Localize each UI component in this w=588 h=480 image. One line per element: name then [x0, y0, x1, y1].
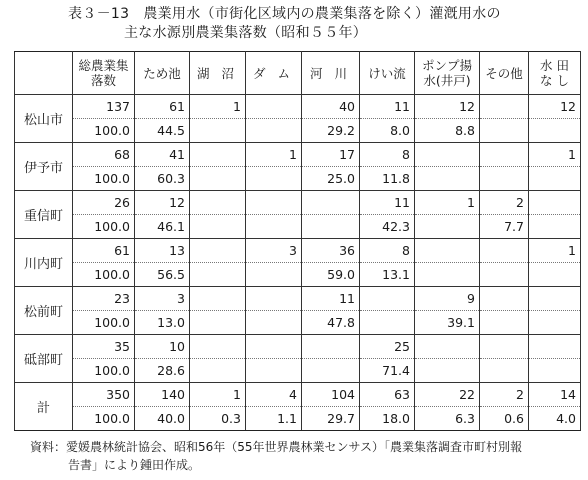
title-line-2: 主な水源別農業集落数（昭和５５年）: [124, 25, 368, 41]
count-cell: 17: [302, 143, 360, 167]
count-cell: 1: [246, 143, 302, 167]
percent-cell: [415, 167, 480, 191]
percent-cell: [246, 167, 302, 191]
percent-cell: 13.0: [135, 311, 190, 335]
percent-cell: 100.0: [73, 263, 135, 287]
count-cell: 22: [415, 383, 480, 407]
percent-cell: 100.0: [73, 167, 135, 191]
count-cell: [246, 287, 302, 311]
table-title: [68, 5, 508, 43]
table-row-percent: [15, 359, 581, 383]
percent-cell: 18.0: [360, 407, 415, 431]
count-cell: 35: [73, 335, 135, 359]
count-cell: 1: [529, 143, 581, 167]
count-cell: 3: [135, 287, 190, 311]
percent-cell: 13.1: [360, 263, 415, 287]
percent-cell: [529, 215, 581, 239]
table-row-count: [15, 239, 581, 263]
table-row-count: [15, 287, 581, 311]
percent-cell: [246, 263, 302, 287]
percent-cell: [246, 119, 302, 143]
percent-cell: [190, 359, 246, 383]
percent-cell: 28.6: [135, 359, 190, 383]
percent-cell: [190, 311, 246, 335]
percent-cell: [415, 215, 480, 239]
count-cell: 1: [415, 191, 480, 215]
count-cell: [190, 191, 246, 215]
count-cell: [480, 335, 529, 359]
percent-cell: 60.3: [135, 167, 190, 191]
header-river: 河 川: [302, 52, 360, 95]
count-cell: [246, 191, 302, 215]
header-total: 総農業集落数: [73, 52, 135, 95]
percent-cell: 100.0: [73, 215, 135, 239]
table-number: 表３－13: [68, 6, 130, 22]
count-cell: 36: [302, 239, 360, 263]
source-note-line-1: 資料：愛媛農林統計協会、昭和56年（55年世界農林業センサス）「農業集落調査市町村別報: [30, 440, 523, 454]
percent-cell: 100.0: [73, 311, 135, 335]
percent-cell: 0.6: [480, 407, 529, 431]
percent-cell: [246, 311, 302, 335]
count-cell: 1: [190, 383, 246, 407]
percent-cell: 29.7: [302, 407, 360, 431]
percent-cell: [190, 167, 246, 191]
percent-cell: [529, 359, 581, 383]
count-cell: 8: [360, 143, 415, 167]
percent-cell: 44.5: [135, 119, 190, 143]
count-cell: 11: [302, 287, 360, 311]
percent-cell: [480, 167, 529, 191]
count-cell: 140: [135, 383, 190, 407]
percent-cell: [480, 311, 529, 335]
percent-cell: 6.3: [415, 407, 480, 431]
count-cell: 12: [415, 95, 480, 119]
count-cell: 2: [480, 191, 529, 215]
header-other: その他: [480, 52, 529, 95]
percent-cell: [302, 359, 360, 383]
table-row-count: [15, 143, 581, 167]
header-lake: 湖 沼: [190, 52, 246, 95]
percent-cell: 7.7: [480, 215, 529, 239]
data-table: [14, 51, 581, 431]
count-cell: [480, 287, 529, 311]
count-cell: 63: [360, 383, 415, 407]
percent-cell: 100.0: [73, 359, 135, 383]
percent-cell: [480, 359, 529, 383]
count-cell: 137: [73, 95, 135, 119]
count-cell: 14: [529, 383, 581, 407]
percent-cell: 29.2: [302, 119, 360, 143]
count-cell: 8: [360, 239, 415, 263]
header-stream: けい流: [360, 52, 415, 95]
count-cell: [190, 287, 246, 311]
count-cell: [529, 191, 581, 215]
count-cell: 40: [302, 95, 360, 119]
percent-cell: 39.1: [415, 311, 480, 335]
percent-cell: 11.8: [360, 167, 415, 191]
count-cell: 1: [190, 95, 246, 119]
table-row-count: [15, 335, 581, 359]
header-dam: ダ ム: [246, 52, 302, 95]
row-label: 松前町: [15, 287, 73, 335]
count-cell: [302, 191, 360, 215]
percent-cell: [529, 263, 581, 287]
table-row-percent: [15, 215, 581, 239]
percent-cell: [246, 359, 302, 383]
count-cell: [190, 143, 246, 167]
percent-cell: [529, 167, 581, 191]
header-row: [15, 52, 581, 95]
count-cell: [190, 239, 246, 263]
percent-cell: 100.0: [73, 119, 135, 143]
row-label: 松山市: [15, 95, 73, 143]
table-row-count: [15, 191, 581, 215]
row-label: 計: [15, 383, 73, 431]
percent-cell: [190, 215, 246, 239]
title-line-1: 農業用水（市街化区域内の農業集落を除く）灌漑用水の: [143, 6, 501, 22]
percent-cell: 56.5: [135, 263, 190, 287]
count-cell: [415, 143, 480, 167]
count-cell: 26: [73, 191, 135, 215]
count-cell: [480, 143, 529, 167]
percent-cell: [246, 215, 302, 239]
percent-cell: 25.0: [302, 167, 360, 191]
count-cell: 1: [529, 239, 581, 263]
count-cell: [529, 287, 581, 311]
table-row-percent: [15, 167, 581, 191]
count-cell: [246, 95, 302, 119]
count-cell: [529, 335, 581, 359]
percent-cell: 1.1: [246, 407, 302, 431]
row-label: 重信町: [15, 191, 73, 239]
percent-cell: [415, 263, 480, 287]
table-row-percent: [15, 263, 581, 287]
percent-cell: 4.0: [529, 407, 581, 431]
row-label: 砥部町: [15, 335, 73, 383]
percent-cell: [190, 119, 246, 143]
count-cell: 12: [135, 191, 190, 215]
percent-cell: [480, 119, 529, 143]
table-row-count: [15, 383, 581, 407]
count-cell: 11: [360, 95, 415, 119]
table-row-percent: [15, 407, 581, 431]
count-cell: 61: [73, 239, 135, 263]
source-note-line-2: 告書」により鍾田作成。: [68, 458, 201, 472]
header-pond: ため池: [135, 52, 190, 95]
count-cell: 61: [135, 95, 190, 119]
percent-cell: [360, 311, 415, 335]
percent-cell: [415, 359, 480, 383]
count-cell: 104: [302, 383, 360, 407]
table-row-count: [15, 95, 581, 119]
count-cell: 25: [360, 335, 415, 359]
count-cell: 10: [135, 335, 190, 359]
percent-cell: [529, 119, 581, 143]
header-blank: [15, 52, 73, 95]
percent-cell: 8.0: [360, 119, 415, 143]
percent-cell: [302, 215, 360, 239]
count-cell: [415, 335, 480, 359]
header-no-paddy: 水 田 な し: [529, 52, 581, 95]
percent-cell: [480, 263, 529, 287]
percent-cell: 47.8: [302, 311, 360, 335]
header-pump: ポンプ揚水(井戸): [415, 52, 480, 95]
count-cell: 41: [135, 143, 190, 167]
count-cell: 4: [246, 383, 302, 407]
count-cell: 23: [73, 287, 135, 311]
count-cell: 11: [360, 191, 415, 215]
count-cell: 12: [529, 95, 581, 119]
count-cell: 2: [480, 383, 529, 407]
table-row-percent: [15, 119, 581, 143]
count-cell: [302, 335, 360, 359]
count-cell: 13: [135, 239, 190, 263]
count-cell: 9: [415, 287, 480, 311]
row-label: 川内町: [15, 239, 73, 287]
count-cell: [246, 335, 302, 359]
source-note: [30, 438, 585, 474]
count-cell: 3: [246, 239, 302, 263]
count-cell: [480, 239, 529, 263]
percent-cell: 71.4: [360, 359, 415, 383]
percent-cell: 40.0: [135, 407, 190, 431]
count-cell: [360, 287, 415, 311]
count-cell: [190, 335, 246, 359]
percent-cell: 8.8: [415, 119, 480, 143]
percent-cell: 100.0: [73, 407, 135, 431]
count-cell: [480, 95, 529, 119]
percent-cell: [190, 263, 246, 287]
count-cell: [415, 239, 480, 263]
percent-cell: 0.3: [190, 407, 246, 431]
percent-cell: 59.0: [302, 263, 360, 287]
percent-cell: [529, 311, 581, 335]
percent-cell: 42.3: [360, 215, 415, 239]
count-cell: 350: [73, 383, 135, 407]
row-label: 伊予市: [15, 143, 73, 191]
table-row-percent: [15, 311, 581, 335]
percent-cell: 46.1: [135, 215, 190, 239]
count-cell: 68: [73, 143, 135, 167]
